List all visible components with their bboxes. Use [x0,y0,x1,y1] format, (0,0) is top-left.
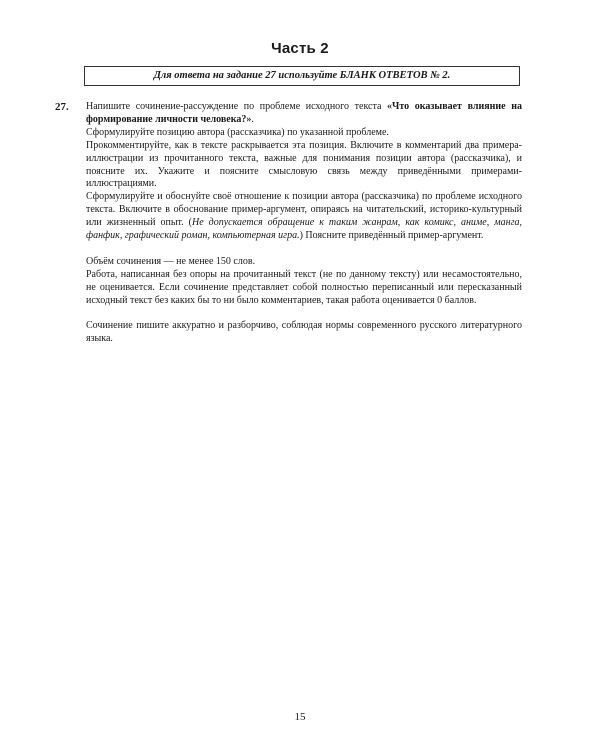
task-intro-text: Напишите сочинение-рассуждение по проблеме исходного текста [86,101,388,112]
task-body [86,101,522,346]
task-intro-end: . [251,113,254,125]
argument-instruction-text: Сформулируйте и обоснуйте своё отношение к позиции автора (рассказчика) по проблеме исходного текста. Включите в обоснование пример-аргумент, опираясь на читательский, историко-культурный или жизненный опыт. ( [86,191,522,229]
volume-requirement: Объём сочинения — не менее 150 слов. [86,255,256,267]
answer-form-instruction: Для ответа на задание 27 используйте БЛАНК ОТВЕТОВ № 2. [84,66,520,86]
part-title: Часть 2 [271,40,329,57]
formulate-instruction: Сформулируйте позицию автора (рассказчика) по указанной проблеме. [86,126,389,138]
page-number: 15 [294,711,306,723]
grading-rules: Работа, написанная без опоры на прочитанный текст (не по данному тексту) или несамостоятельно, не оценивается. Если сочинение представляет собой полностью переписанный или пересказанный исходный текст без каких бы то ни было комментариев, такая работа оценивается 0 баллов. [86,268,522,306]
task-number: 27. [55,101,69,113]
genre-restriction-note: Не допускается обращение к таким жанрам, как комикс, аниме, манга, фанфик, графический роман, компьютерная игра. [86,217,522,242]
argument-instruction [86,191,522,243]
argument-instruction-end: ) Поясните приведённый пример-аргумент. [299,230,484,242]
comment-instruction: Прокомментируйте, как в тексте раскрывается эта позиция. Включите в комментарий два примера-иллюстрации из прочитанного текста, важные для понимания позиции автора (рассказчика), и поясните их. Укажите и поясните смысловую связь между приведёнными примерами-иллюстрациями. [86,139,522,190]
neatness-instruction: Сочинение пишите аккуратно и разборчиво, соблюдая нормы современного русского литературного языка. [86,320,522,345]
paragraph-gap [86,243,522,256]
paragraph-gap [86,307,522,320]
task-problem-question: «Что оказывает влияние на формирование личности человека?» [86,101,522,125]
task-intro [86,101,522,127]
